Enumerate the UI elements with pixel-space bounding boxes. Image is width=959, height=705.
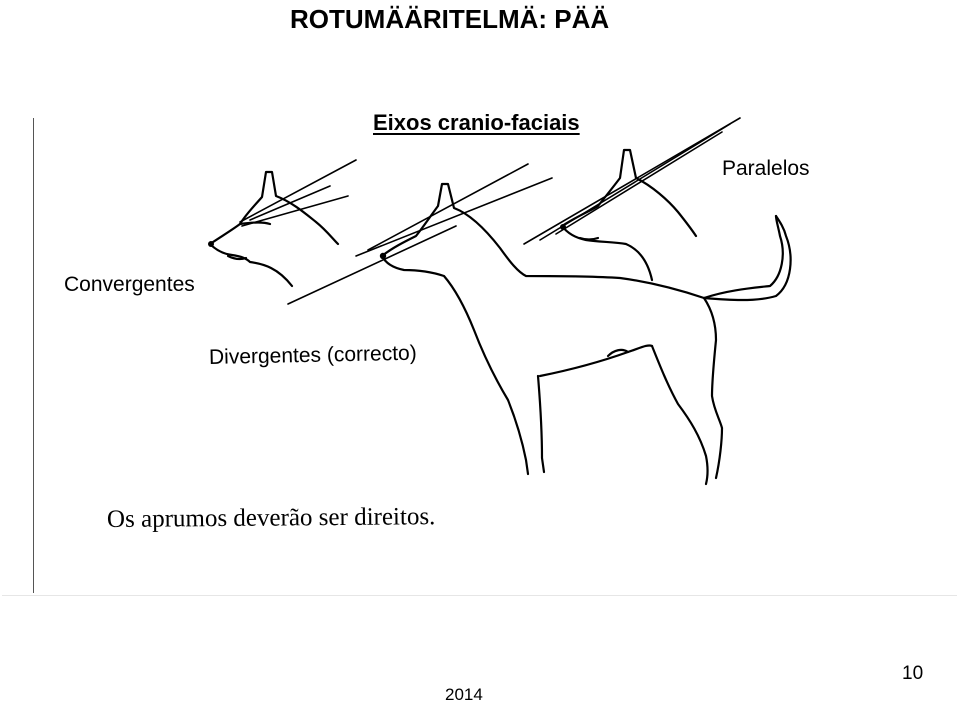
parallel-axis-lines xyxy=(524,118,740,244)
label-divergentes: Divergentes (correcto) xyxy=(208,341,417,369)
footer-year: 2014 xyxy=(445,685,483,704)
label-convergentes: Convergentes xyxy=(64,273,195,296)
figure-caption: Os aprumos deverão ser direitos. xyxy=(106,503,436,533)
figure-heading: Eixos cranio-faciais xyxy=(373,110,580,135)
slide-title: ROTUMÄÄRITELMÄ: PÄÄ xyxy=(290,4,610,34)
page-number: 10 xyxy=(902,663,924,684)
label-paralelos: Paralelos xyxy=(722,157,810,180)
nose-marks xyxy=(208,224,566,259)
divergent-dog-body xyxy=(382,184,791,484)
convergent-axis-lines xyxy=(240,160,356,226)
convergent-dog-head xyxy=(210,172,338,286)
